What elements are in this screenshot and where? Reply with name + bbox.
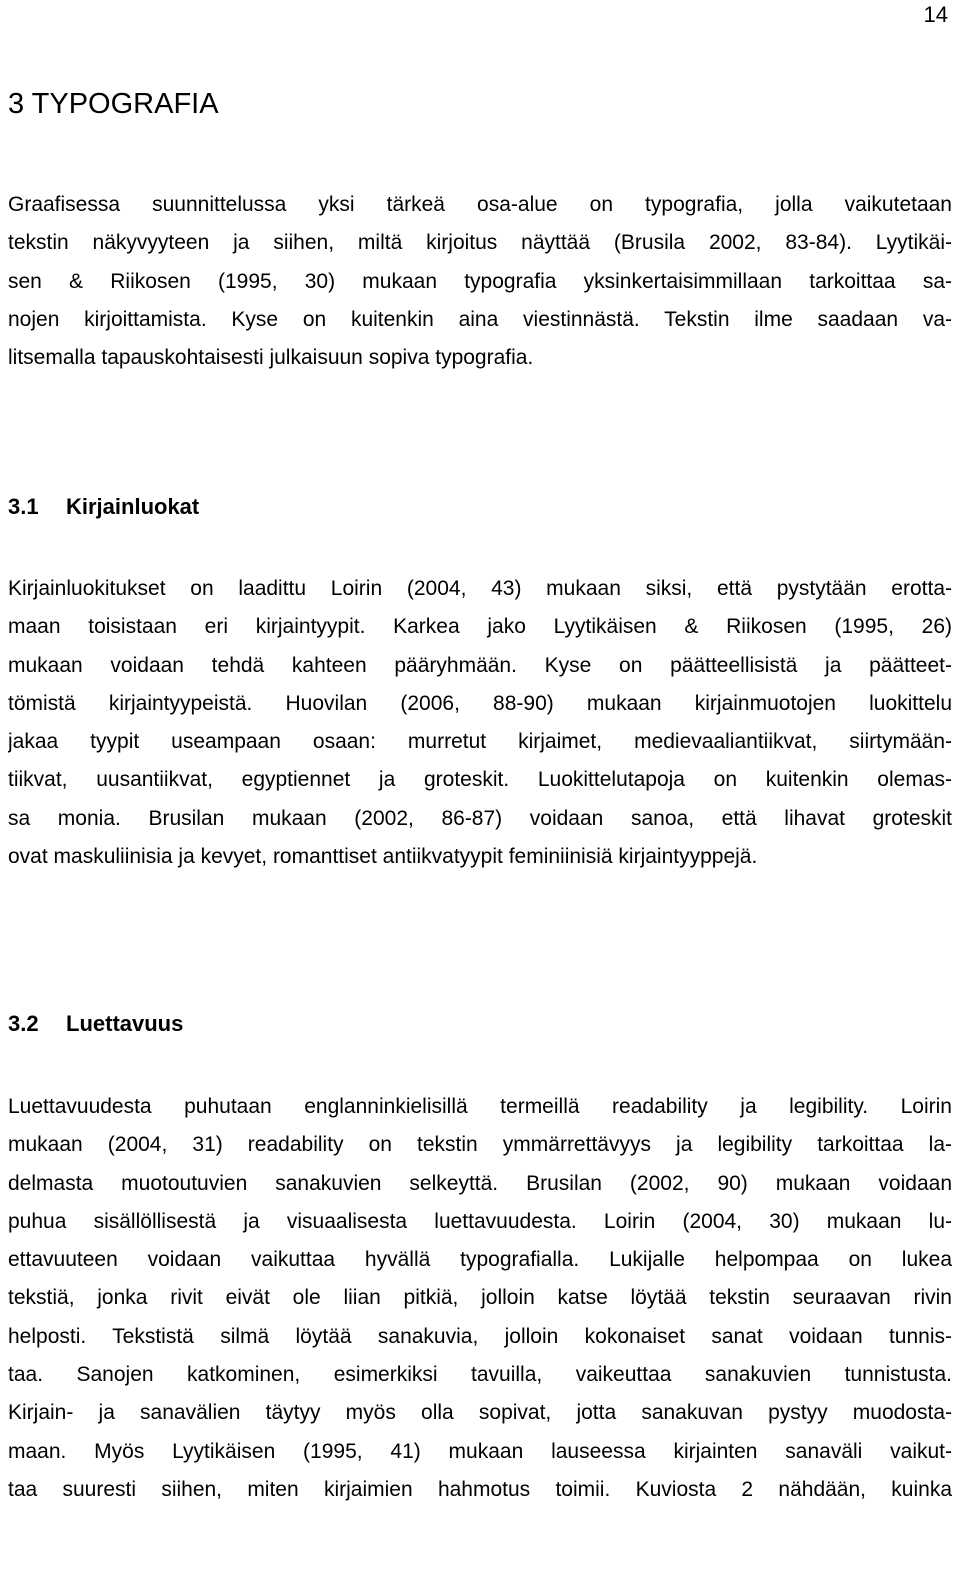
paragraph-line: Kirjainluokitukset on laadittu Loirin (2004, 43) mukaan siksi, että pystytään erotta- (8, 577, 952, 600)
section-heading-luettavuus (8, 1010, 183, 1038)
kirjainluokat-paragraph (8, 570, 952, 876)
paragraph-line: nojen kirjoittamista. Kyse on kuitenkin aina viestinnästä. Tekstin ilme saadaan va- (8, 307, 952, 331)
paragraph-line: taa. Sanojen katkominen, esimerkiksi tavuilla, vaikeuttaa sanakuvien tunnistusta. (8, 1363, 952, 1387)
paragraph-line: ettavuuteen voidaan vaikuttaa hyvällä typografialla. Lukijalle helpompaa on lukea (8, 1248, 952, 1272)
paragraph-line: sa monia. Brusilan mukaan (2002, 86-87) voidaan sanoa, että lihavat groteskit (8, 806, 952, 830)
paragraph-line: ovat maskuliinisia ja kevyet, romanttiset antiikvatyypit feminiinisiä kirjaintyyppejä. (8, 845, 758, 869)
paragraph-line: helposti. Tekstistä silmä löytää sanakuvia, jolloin kokonaiset sanat voidaan tunnis- (8, 1324, 952, 1348)
paragraph-line: maan toisistaan eri kirjaintyypit. Karkea jako Lyytikäisen & Riikosen (1995, 26) (8, 615, 952, 639)
paragraph-line: maan. Myös Lyytikäisen (1995, 41) mukaan lauseessa kirjainten sanaväli vaikut- (8, 1439, 952, 1463)
paragraph-line: tömistä kirjaintyypeistä. Huovilan (2006, 88-90) mukaan kirjainmuotojen luokittelu (8, 691, 952, 715)
luettavuus-paragraph (8, 1088, 952, 1509)
paragraph-line: delmasta muotoutuvien sanakuvien selkeyttä. Brusilan (2002, 90) mukaan voidaan (8, 1171, 952, 1195)
chapter-title: 3 TYPOGRAFIA (8, 88, 219, 120)
paragraph-line: sen & Riikosen (1995, 30) mukaan typografia yksinkertaisimmillaan tarkoittaa sa- (8, 269, 952, 293)
section-title: Luettavuus (66, 1011, 184, 1036)
intro-paragraph (8, 186, 952, 377)
section-number: 3.1 (8, 494, 39, 519)
paragraph-line: jakaa tyypit useampaan osaan: murretut kirjaimet, medievaaliantiikvat, siirtymään- (8, 730, 952, 754)
section-title: Kirjainluokat (66, 494, 200, 519)
paragraph-line: Graafisessa suunnittelussa yksi tärkeä osa-alue on typografia, jolla vaikutetaan (8, 193, 952, 216)
paragraph-line: tekstin näkyvyyteen ja siihen, miltä kirjoitus näyttää (Brusila 2002, 83-84). Lyytikäi- (8, 231, 952, 255)
section-number: 3.2 (8, 1011, 39, 1036)
paragraph-line: tekstiä, jonka rivit eivät ole liian pitkiä, jolloin katse löytää tekstin seuraavan rivin (8, 1286, 952, 1310)
page-number: 14 (923, 2, 948, 27)
paragraph-line: Luettavuudesta puhutaan englanninkielisillä termeillä readability ja legibility. Loirin (8, 1095, 952, 1118)
paragraph-line: Kirjain- ja sanavälien täytyy myös olla sopivat, jotta sanakuvan pystyy muodosta- (8, 1401, 952, 1425)
paragraph-line: puhua sisällöllisestä ja visuaalisesta luettavuudesta. Loirin (2004, 30) mukaan lu- (8, 1209, 952, 1233)
paragraph-line: tiikvat, uusantiikvat, egyptiennet ja groteskit. Luokittelutapoja on kuitenkin olemas- (8, 768, 952, 792)
paragraph-line: mukaan (2004, 31) readability on tekstin ymmärrettävyys ja legibility tarkoittaa la- (8, 1133, 952, 1157)
paragraph-line: mukaan voidaan tehdä kahteen pääryhmään. Kyse on päätteellisistä ja päätteet- (8, 653, 952, 677)
section-heading-kirjainluokat (8, 493, 199, 521)
paragraph-line: taa suuresti siihen, miten kirjaimien hahmotus toimii. Kuviosta 2 nähdään, kuinka (8, 1477, 952, 1501)
paragraph-line: litsemalla tapauskohtaisesti julkaisuun sopiva typografia. (8, 346, 534, 370)
